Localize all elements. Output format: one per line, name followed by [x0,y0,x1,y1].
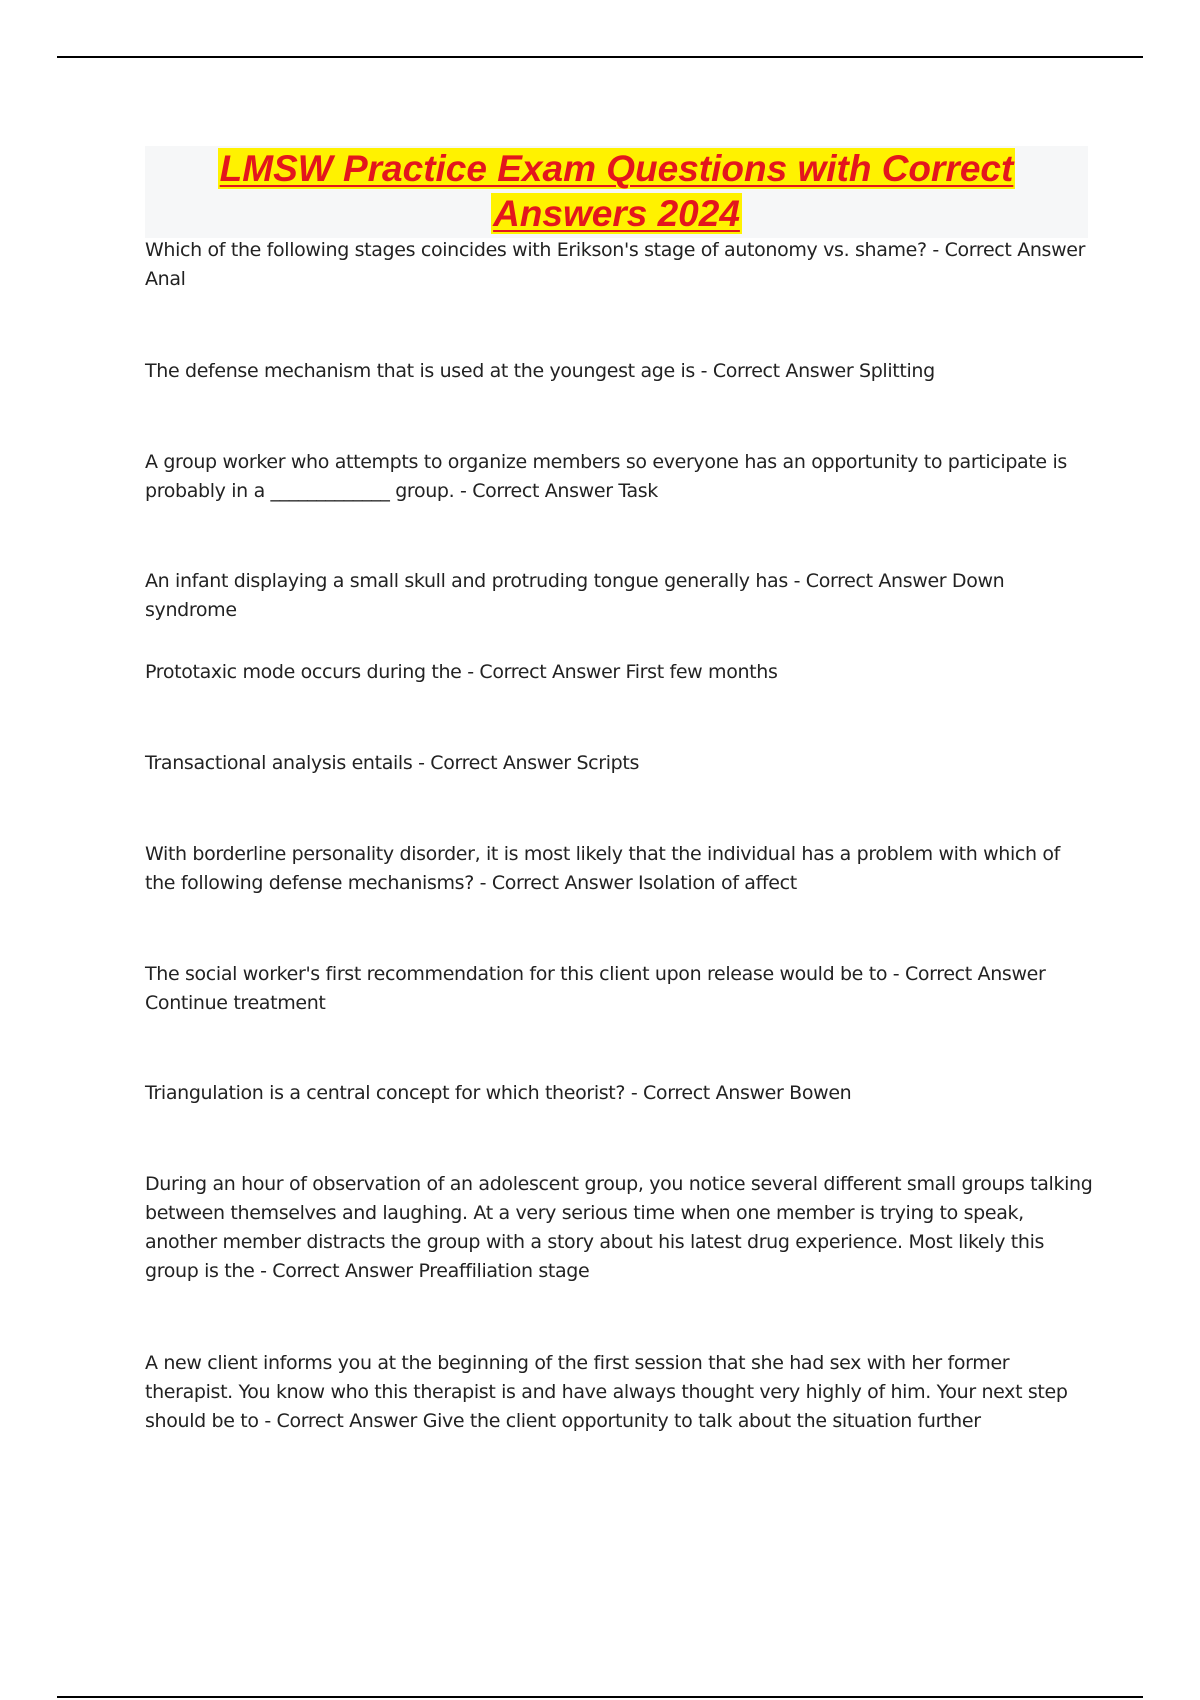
qa-item-6: Transactional analysis entails - Correct Answer Scripts [145,752,640,774]
qa-item-9: Triangulation is a central concept for which theorist? - Correct Answer Bowen [145,1082,852,1104]
qa-item-1: Which of the following stages coincides with Erikson's stage of autonomy vs. shame? - Correct Answer Anal [145,239,1086,290]
title-line-2 [145,191,1088,236]
qa-item-10: During an hour of observation of an adolescent group, you notice several different small groups talking between themselves and laughing. At a very serious time when one member is trying to speak, another member distracts the group with a story about his latest drug experience. Most likely this group is the - Correct Answer Preaffiliation stage [145,1173,1093,1282]
qa-item-4: An infant displaying a small skull and protruding tongue generally has - Correct Answer Down syndrome [145,570,1005,621]
bottom-rule [57,1696,1143,1698]
qa-item-2: The defense mechanism that is used at the youngest age is - Correct Answer Splitting [145,360,935,382]
title-line-1 [145,146,1088,191]
top-rule [57,56,1143,58]
title-text-1: LMSW Practice Exam Questions with Correct [219,148,1014,189]
qa-item-8: The social worker's first recommendation for this client upon release would be to - Correct Answer Continue treatment [145,963,1046,1014]
qa-item-11: A new client informs you at the beginning of the first session that she had sex with her former therapist. You know who this therapist is and have always thought very highly of him. Your next step should be to - Correct Answer Give the client opportunity to talk about the situation further [145,1352,1068,1432]
qa-item-7: With borderline personality disorder, it is most likely that the individual has a problem with which of the following defense mechanisms? - Correct Answer Isolation of affect [145,843,1060,894]
qa-item-3: A group worker who attempts to organize members so everyone has an opportunity to participate is probably in a _____________ group. - Correct Answer Task [145,451,1067,502]
title-text-2: Answers 2024 [493,193,740,234]
document-title [145,146,1088,238]
qa-item-5: Prototaxic mode occurs during the - Correct Answer First few months [145,661,778,683]
